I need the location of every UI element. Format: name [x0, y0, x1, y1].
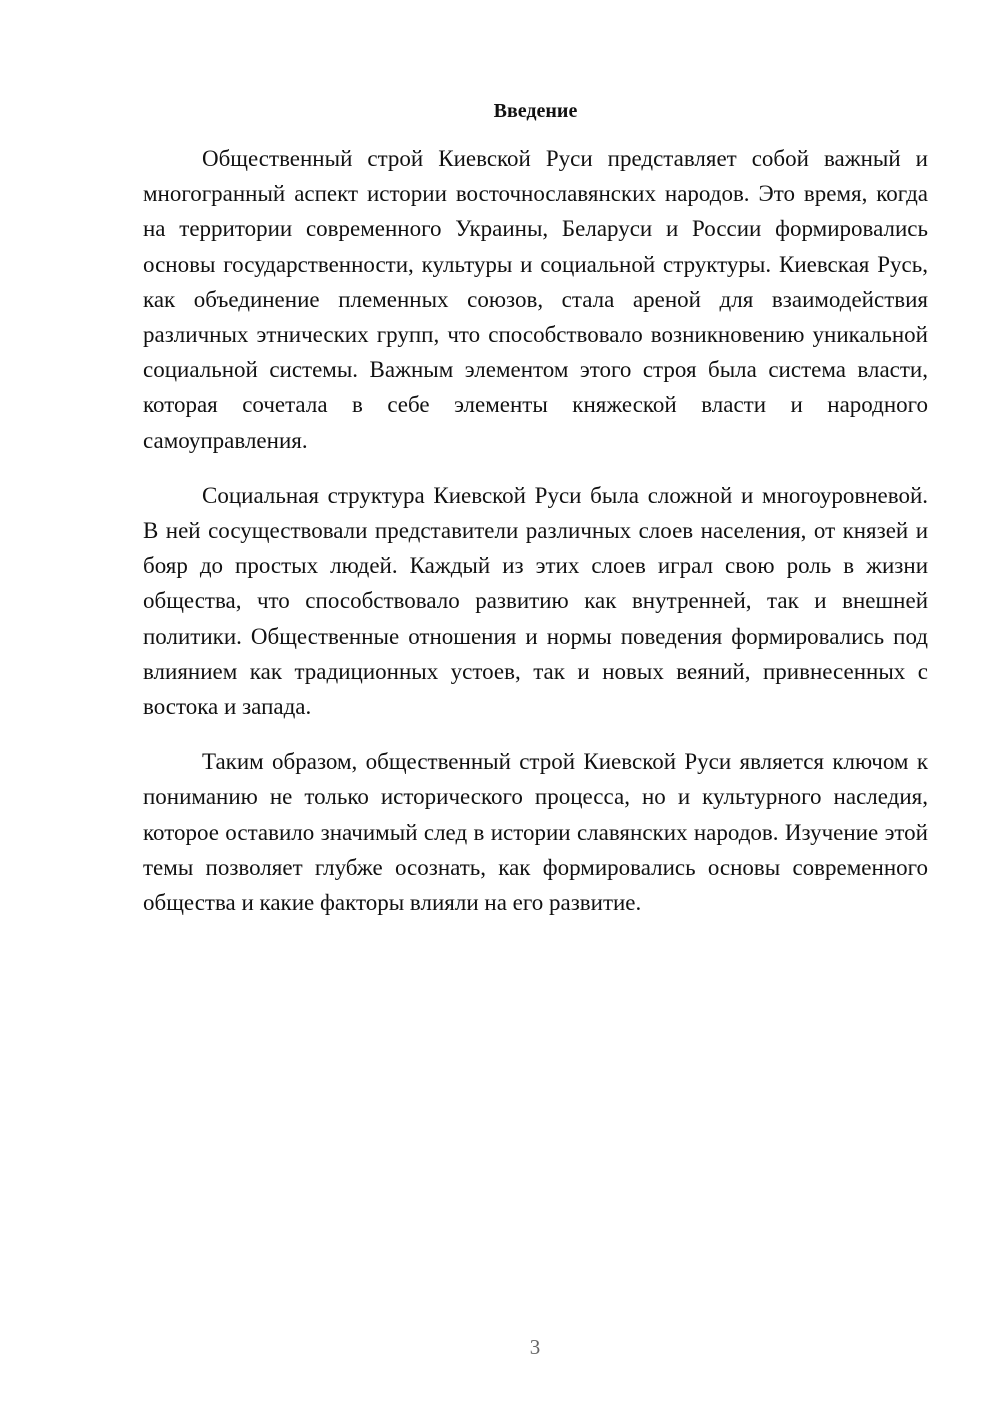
paragraph-2: Социальная структура Киевской Руси была сложной и многоуровневой. В ней сосуществовали представители различных слоев населения, от князей и бояр до простых людей. Каждый из этих слоев играл свою роль в жизни общества, что способствовало развитию как внутренней, так и внешней политики. Общественные отношения и нормы поведения формировались под влиянием как традиционных устоев, так и новых веяний, привнесенных с востока и запада.	[143, 482, 928, 720]
paragraph-1: Общественный строй Киевской Руси представляет собой важный и многогранный аспект истории восточнославянских народов. Это время, когда на территории современного Украины, Беларуси и России формировались основы государственности, культуры и социальной структуры. Киевская Русь, как объединение племенных союзов, стала ареной для взаимодействия различных этнических групп, что способствовало возникновению уникальной социальной системы. Важным элементом этого строя была система власти, которая сочетала в себе элементы княжеской власти и народного самоуправления.	[143, 146, 928, 453]
section-heading: Введение	[493, 100, 578, 122]
body-text	[143, 141, 928, 920]
page-number: 3	[529, 1335, 541, 1359]
paragraph-3: Таким образом, общественный строй Киевской Руси является ключом к пониманию не только исторического процесса, но и культурного наследия, которое оставило значимый след в истории славянских народов. Изучение этой темы позволяет глубже осознать, как формировались основы современного общества и какие факторы влияли на его развитие.	[143, 749, 928, 916]
